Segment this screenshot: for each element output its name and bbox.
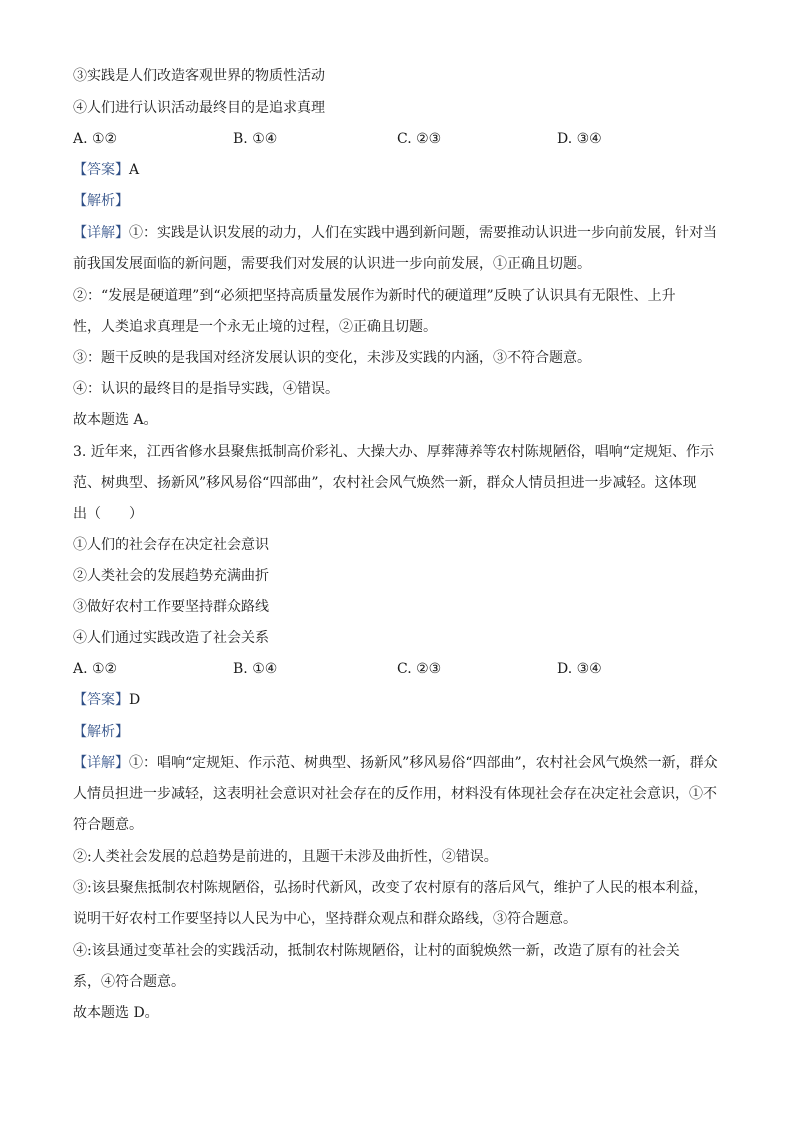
q3-detail-line: ④:该县通过变革社会的实践活动，抵制农村陈规陋俗，让村的面貌焕然一新，改造了原有的社会关 [73, 943, 680, 959]
q3-stem-line: 3. 近年来，江西省修水县聚焦抵制高价彩礼、大操大办、厚葬薄养等农村陈规陋俗，唱响“定规矩、作示 [73, 444, 714, 460]
q3-option-d: D. ③④ [557, 661, 602, 677]
q2-conclusion: 故本题选 A。 [73, 412, 158, 428]
q3-detail-line [73, 753, 718, 773]
detail-text: ①：唱响“定规矩、作示范、树典型、扬新风”移风易俗“四部曲”，农村社会风气焕然一新，群众 [129, 755, 718, 771]
q3-option-b: B. ①④ [233, 661, 278, 677]
q3-stem-line: 出（ ） [73, 506, 143, 522]
q2-option-d: D. ③④ [557, 131, 602, 147]
answer-value: D [129, 692, 141, 708]
q2-detail-line [73, 223, 717, 243]
answer-tag: 【答案】 [73, 692, 129, 708]
analysis-tag: 【解析】 [73, 193, 129, 209]
q2-detail-line: ④：认识的最终目的是指导实践，④错误。 [73, 381, 339, 397]
answer-tag: 【答案】 [73, 162, 129, 178]
q3-detail-line: ②:人类社会发展的总趋势是前进的，且题干未涉及曲折性，②错误。 [73, 849, 498, 865]
q3-detail-line: 符合题意。 [73, 817, 143, 833]
q2-statement-4: ④人们进行认识活动最终目的是追求真理 [73, 100, 325, 116]
q3-statement-1: ①人们的社会存在决定社会意识 [73, 537, 269, 553]
detail-text: ①：实践是认识发展的动力，人们在实践中遇到新问题，需要推动认识进一步向前发展，针对当 [129, 225, 717, 241]
q3-answer [73, 690, 140, 710]
analysis-tag: 【解析】 [73, 724, 129, 740]
q2-detail-line: ③：题干反映的是我国对经济发展认识的变化，未涉及实践的内涵，③不符合题意。 [73, 350, 591, 366]
q2-option-a: A. ①② [73, 131, 118, 147]
q3-statement-3: ③做好农村工作要坚持群众路线 [73, 599, 269, 615]
q2-statement-3: ③实践是人们改造客观世界的物质性活动 [73, 68, 325, 84]
q2-detail-line: ②：“发展是硬道理”到“必须把坚持高质量发展作为新时代的硬道理”反映了认识具有无限性、上升 [73, 288, 676, 304]
q3-options [73, 659, 723, 679]
q2-options [73, 129, 723, 149]
q2-answer [73, 160, 139, 180]
q3-option-a: A. ①② [73, 661, 118, 677]
q3-detail-line: 系，④符合题意。 [73, 974, 185, 990]
answer-value: A [129, 162, 140, 178]
q3-conclusion: 故本题选 D。 [73, 1005, 159, 1021]
q2-option-b: B. ①④ [233, 131, 278, 147]
q2-detail-line: 前我国发展面临的新问题，需要我们对发展的认识进一步向前发展，①正确且切题。 [73, 256, 591, 272]
q3-analysis-heading [73, 722, 129, 742]
q3-statement-2: ②人类社会的发展趋势充满曲折 [73, 568, 269, 584]
detail-tag: 【详解】 [73, 755, 129, 771]
q3-option-c: C. ②③ [397, 661, 442, 677]
q3-statement-4: ④人们通过实践改造了社会关系 [73, 630, 269, 646]
q2-detail-line: 性，人类追求真理是一个永无止境的过程，②正确且切题。 [73, 319, 437, 335]
q3-detail-line: 说明干好农村工作要坚持以人民为中心，坚持群众观点和群众路线，③符合题意。 [73, 911, 577, 927]
q3-detail-line: ③:该县聚焦抵制农村陈规陋俗，弘扬时代新风，改变了农村原有的落后风气，维护了人民的根本利益， [73, 880, 708, 896]
detail-tag: 【详解】 [73, 225, 129, 241]
q2-option-c: C. ②③ [397, 131, 442, 147]
q2-analysis-heading [73, 191, 129, 211]
q3-detail-line: 人情员担进一步减轻，这表明社会意识对社会存在的反作用，材料没有体现社会存在决定社会意识，①不 [73, 786, 717, 802]
q3-stem-line: 范、树典型、扬新风”移风易俗“四部曲”，农村社会风气焕然一新，群众人情员担进一步减轻。这体现 [73, 475, 697, 491]
